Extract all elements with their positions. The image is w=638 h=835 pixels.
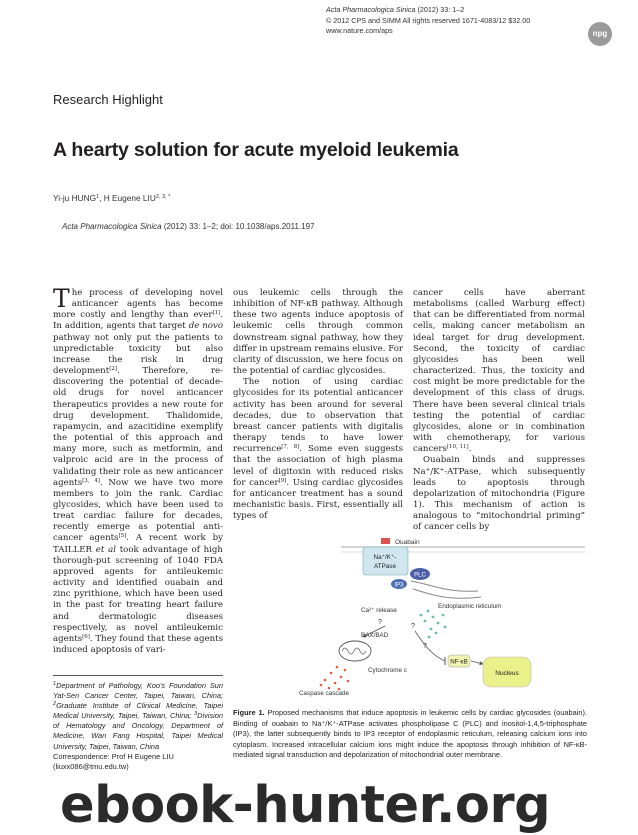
ca-release-label: Ca²⁺ release <box>361 607 397 614</box>
paragraph-1: The process of developing novel anticancer agents has become more costly and lengthy than ever[1]. In addition, agents that target de novo pathway not only put the patients to unpredictable toxicity but also increase the risk in drug development[2]. Therefore, re-discovering the potential of decade-old drugs for novel anticancer therapeutics provides a new route for drug development. Thalidomide, rapamycin, and azacitidine exemplify the potential of this approach and many more, such as metformin, and valproic acid are in the process of validating their role as new anticancer agents[3, 4]. Now we have two more members to join the rank. Cardiac glycosides, which have been used to treat cardiac failure for decades, recently emerge as potential anti-cancer agents[5]. A recent work by TAILLER et al took advantage of high thorough-put screening of 1040 FDA approved agents for antileukemic activity and identified ouabain and zinc pyrithione, which have been used in the past for treating heart failure and dermatologic diseases respectively, as novel antileukemic agents[6]. They found that these agents induced apoptosis of vari- <box>53 284 223 655</box>
mitochondrion <box>339 641 371 661</box>
ip3-label: IP3 <box>394 582 404 589</box>
paragraph-5: Ouabain binds and suppresses Na+/K+-ATPase, which subsequently leads to apoptosis through depolarization of mitochondria (Figure 1). This mechanism of action is analogous to “mitochondrial priming” of cancer cells by <box>413 455 585 533</box>
inhibition-to-nfkb <box>415 631 445 661</box>
calcium-ion <box>420 614 423 617</box>
body-column-2 <box>233 288 403 522</box>
ouabain-label: Ouabain <box>395 539 420 546</box>
arrow-nfkb-to-nucleus <box>471 661 483 664</box>
watermark: ebook-hunter.org <box>60 776 551 835</box>
calcium-ion <box>432 616 435 619</box>
nucleus-label: Nucleus <box>495 670 519 677</box>
author-line <box>53 193 170 203</box>
correspondence: Correspondence: Prof H Eugene LIU <box>53 751 174 761</box>
caspase-molecule <box>320 684 323 687</box>
ref-7-8: [7, 8] <box>281 444 300 451</box>
caspase-molecule <box>324 679 327 682</box>
cytochrome-c-label: Cytochrome c <box>368 667 407 674</box>
affiliations: $^1$Department of Pathology, Koo's Foundation Sun Yat-Sen Cancer Center, Taipei, Taiwan, China; $^2$Graduate Institute of Clinical Medicine, Taipei Medical University, Taipei, Taiwan, China; $^3$Division of Hematology and Oncology, Department of Medicine, Wan Fang Hospital, Taipei Medical University, Taipei, Taiwan, China Correspondence: Prof H Eugene LIU (liuxx086@tmu.edu.tw) <box>53 681 223 771</box>
nf-kb-label: NF-κB <box>450 658 468 666</box>
ref-5: [5] <box>118 533 127 540</box>
er-label: Endoplasmic reticulum <box>438 603 502 610</box>
atpase-label-1: Na⁺/K⁺- <box>373 554 397 561</box>
caspase-cascade-label: Caspase cascade <box>299 690 350 697</box>
atpase-label-2: ATPase <box>374 563 396 570</box>
calcium-ions <box>420 610 447 639</box>
caspase-molecule <box>347 680 350 683</box>
caspase-molecule <box>330 672 333 675</box>
citation-details: (2012) 33: 1–2; doi: 10.1038/aps.2011.197 <box>161 222 315 231</box>
ca-release-question: ? <box>378 619 382 626</box>
caspase-molecules <box>320 666 350 691</box>
author-1-sup: 1 <box>96 194 100 200</box>
header-url[interactable]: www.nature.com/aps <box>326 26 393 36</box>
ref-6: [6] <box>82 633 90 640</box>
header-volume: (2012) 33: 1–2 <box>417 5 465 14</box>
correspondence-email[interactable]: (liuxx086@tmu.edu.tw) <box>53 761 129 771</box>
citation-journal: Acta Pharmacologica Sinica <box>62 222 162 231</box>
caspase-molecule <box>344 669 347 672</box>
caspase-molecule <box>334 682 337 685</box>
na-k-atpase <box>363 547 408 575</box>
running-header <box>326 5 586 37</box>
body-column-3 <box>413 288 585 533</box>
ref-1: [1] <box>212 310 221 317</box>
npg-logo: npg <box>588 22 612 46</box>
ref-2: [2] <box>109 366 117 373</box>
figure-caption <box>233 708 587 761</box>
author-separator: , <box>99 193 104 203</box>
bax-bad-label: BAX/BAD <box>361 632 389 639</box>
paragraph-4: cancer cells have aberrant metabolisms (called Warburg effect) that can be differentiated from normal cells, making cancer metabolism an ideal target for drug development. Second, the toxicity of cardiac glycosides has been well characterized. Thus, the toxicity and cost might be more predictable for the development of this class of drugs. There have been several clinical trials testing the potential of cardiac glycosides, alone or in combination with chemotherapy, for various cancers[10, 11]. <box>413 288 585 455</box>
author-2: H Eugene LIU <box>103 193 156 203</box>
endoplasmic-reticulum <box>411 581 481 598</box>
calcium-ion <box>428 636 431 639</box>
article-title: A hearty solution for acute myeloid leukemia <box>53 139 459 161</box>
calcium-ion <box>437 622 440 625</box>
calcium-ion <box>442 614 445 617</box>
calcium-ion <box>424 620 427 623</box>
ref-9: [9] <box>278 477 287 484</box>
calcium-ion <box>435 632 438 635</box>
calcium-ion <box>430 628 433 631</box>
calcium-ion <box>444 626 447 629</box>
citation-line <box>62 222 314 231</box>
figure-1-diagram <box>233 533 585 703</box>
header-journal: Acta Pharmacologica Sinica <box>326 5 416 14</box>
author-2-sup: 2, 3, * <box>155 194 171 200</box>
paragraph-2: ous leukemic cells through the inhibition of NF-κB pathway. Although these two agents induce apoptosis of leukemic cells through common downstream signal pathway, how they differ in upstream remains elusive. For clarity of discussion, we here focus on the potential of cardiac glycosides. <box>233 288 403 377</box>
author-1: Yi-ju HUNG <box>53 193 97 203</box>
figure-label: Figure 1. <box>233 708 265 717</box>
ref-10-11: [10, 11] <box>446 444 469 451</box>
ref-3-4: [3, 4] <box>82 477 100 484</box>
footnote-rule <box>53 675 223 676</box>
paragraph-3: The notion of using cardiac glycosides for its potential anticancer activity has been around for several decades, due to observation that breast cancer patients with digitalis therapy tends to have lower recurrence[7, 8]. Some even suggests that the association of high plasma level of digitoxin with reduced risks for cancer[9]. Using cardiac glycosides for anticancer treatment has a sound mechanistic basis. First, essentially all types of <box>233 377 403 522</box>
caspase-molecule <box>328 687 331 690</box>
drop-cap: T <box>53 284 70 313</box>
caspase-molecule <box>340 676 343 679</box>
question-mark-1: ? <box>411 623 415 630</box>
caspase-molecule <box>336 666 339 669</box>
section-label: Research Highlight <box>53 92 163 107</box>
header-copyright: © 2012 CPS and SIMM All rights reserved 1671-4083/12 $32.00 <box>326 15 531 25</box>
question-mark-2: ? <box>423 643 427 650</box>
plc-label: PLC <box>414 572 426 579</box>
figure-caption-text: Proposed mechanisms that induce apoptosis in leukemic cells by cardiac glycosides (ouabain). Binding of ouabain to Na⁺/K⁺-ATPase activates phospholipase C (PLC) and inositol-1,4,5-triphosphate (IP3), the latter subsequently binds to IP3 receptor of endoplasmic reticulum, releasing calcium ions into cytoplasm. Increased intracellular calcium ions might induce the apoptosis through inhibition of NF-κB-mediated signal transduction and depolarization of mitochondrial outer membrane. <box>233 708 587 759</box>
calcium-ion <box>427 610 430 613</box>
body-column-1 <box>53 284 223 656</box>
ouabain-molecule <box>381 538 390 544</box>
